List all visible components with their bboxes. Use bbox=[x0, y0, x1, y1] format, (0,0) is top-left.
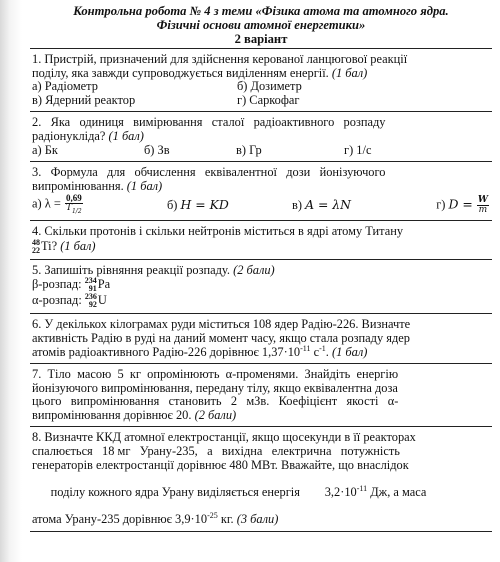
q4-text-2-wrap bbox=[32, 239, 490, 255]
q4-nuclide-charge: 22 bbox=[32, 245, 40, 255]
question-1 bbox=[30, 48, 492, 111]
q7-text-3: цього випромінювання становить 2 мЗв. Коефіцієнт якості α- bbox=[32, 394, 399, 409]
q3-option-a-prefix: а) λ = bbox=[32, 197, 61, 212]
q3-option-a[interactable] bbox=[32, 194, 167, 216]
q6-exp-2: -1 bbox=[319, 343, 326, 353]
q6-text-3c: . bbox=[325, 344, 329, 359]
q8-text-3: генераторів електростанції дорівнює 480 МВт. Вважайте, що внаслідок bbox=[32, 457, 409, 472]
q5-alpha-line bbox=[32, 293, 490, 309]
q2-points: (1 бал) bbox=[108, 128, 144, 143]
q7-text-4-wrap bbox=[32, 409, 490, 423]
q6-exp-1: -11 bbox=[300, 343, 311, 353]
title-line-2: Фізичні основи атомної енергетики» bbox=[156, 18, 366, 32]
q2-option-c[interactable]: в) Гр bbox=[236, 142, 262, 157]
question-8 bbox=[30, 426, 492, 531]
variant-label: 2 варіант bbox=[234, 32, 288, 46]
q3-option-d-lhs: D = bbox=[448, 196, 473, 212]
question-3 bbox=[30, 161, 492, 220]
q2-text-2-wrap bbox=[32, 130, 490, 144]
q1-text-2: поділу, яка завжди супроводжується виділенням енергії. bbox=[32, 65, 329, 80]
q6-points: (1 бал) bbox=[331, 344, 368, 359]
q8-text-4a: поділу кожного ядра Урану виділяється енергія 3,2·10 bbox=[50, 484, 357, 499]
q4-text-1: 4. Скільки протонів і скільки нейтронів міститься в ядрі атому Титану bbox=[32, 224, 404, 239]
q5-beta-label: β-розпад: bbox=[32, 277, 82, 292]
q1-option-d[interactable]: г) Саркофаг bbox=[237, 92, 300, 107]
page-title bbox=[30, 4, 492, 32]
q3-options bbox=[32, 194, 490, 216]
q7-text-4: випромінювання дорівнює 20. bbox=[32, 407, 192, 422]
q5-text-1: 5. Запишіть рівняння реакції розпаду. bbox=[32, 262, 230, 277]
q1-text-1: 1. Пристрій, призначений для здійснення керованої ланцюгової реакції bbox=[32, 52, 408, 66]
q2-text-2: радіонукліда? bbox=[32, 128, 106, 143]
question-5 bbox=[30, 259, 492, 314]
q8-text-4b: Дж, а маса bbox=[367, 484, 427, 499]
q8-text-5a: атома Урану-235 дорівнює 3,9·10 bbox=[32, 512, 208, 527]
q6-text-1: 6. У декількох кілограмах руди міститься 108 ядер Радію-226. Визначте bbox=[32, 317, 411, 332]
q1-text-2-wrap bbox=[32, 67, 490, 81]
q3-option-c-prefix: в) bbox=[292, 197, 302, 212]
q1-option-a[interactable]: а) Радіометр bbox=[32, 79, 98, 94]
q5-alpha-mass: 236 bbox=[84, 292, 97, 302]
q5-text-1-wrap bbox=[32, 264, 490, 278]
q6-text-2: активність Радію в руді на даний момент часу, якщо стала розпаду ядер bbox=[32, 330, 410, 345]
q2-option-a[interactable]: а) Бк bbox=[32, 142, 58, 157]
q3-text-2: випромінювання. bbox=[32, 178, 124, 193]
q3-option-d-denominator: m bbox=[478, 204, 488, 215]
q8-text-4-wrap bbox=[32, 472, 490, 513]
q2-option-b[interactable]: б) Зв bbox=[144, 142, 170, 157]
q3-option-c-formula: A = λN bbox=[305, 196, 351, 212]
q3-points: (1 бал) bbox=[126, 178, 163, 193]
q5-alpha-indices bbox=[85, 293, 97, 309]
q7-text-2: йонізуючого випромінювання, передану тілу, якщо еквівалентна доза bbox=[32, 380, 398, 395]
q8-text-2: спалюється 18 мг Урану-235, а вихідна електрична потужність bbox=[32, 444, 400, 459]
q3-option-b-formula: H = KD bbox=[180, 196, 229, 212]
q4-nuclide-mass: 48 bbox=[32, 237, 40, 247]
q5-beta-charge: 91 bbox=[88, 284, 97, 294]
q4-nuclide-symbol: Ti? bbox=[41, 238, 58, 253]
q6-text-3-wrap bbox=[32, 343, 490, 360]
q3-option-a-den-sub: 1/2 bbox=[71, 208, 82, 216]
q8-exp-1: -11 bbox=[356, 483, 368, 493]
question-4 bbox=[30, 220, 492, 259]
q6-text-3: атомів радіоактивного Радію-226 дорівнює 1,37·10 bbox=[32, 344, 301, 359]
question-6 bbox=[30, 313, 492, 363]
q2-option-d[interactable]: г) 1/с bbox=[344, 142, 372, 157]
q3-option-d-numerator: W bbox=[477, 194, 488, 205]
q8-text-5b: кг. bbox=[217, 512, 234, 527]
q3-option-a-denominator bbox=[65, 204, 83, 216]
q1-options bbox=[32, 80, 490, 107]
q5-beta-symbol: Pa bbox=[97, 277, 111, 292]
q8-text-5-wrap bbox=[32, 510, 490, 527]
q5-beta-mass: 234 bbox=[84, 276, 97, 286]
q5-points: (2 бали) bbox=[233, 262, 275, 277]
q3-option-a-fraction bbox=[65, 194, 83, 216]
q5-alpha-label: α-розпад: bbox=[32, 293, 82, 308]
q2-text-1: 2. Яка одиниця вимірювання сталої радіоактивного розпаду bbox=[32, 115, 386, 130]
q2-options bbox=[32, 144, 490, 158]
q3-option-d-prefix: г) bbox=[436, 197, 446, 212]
q3-text-2-wrap bbox=[32, 180, 490, 194]
q5-beta-line bbox=[32, 277, 490, 293]
q1-option-c[interactable]: в) Ядерний реактор bbox=[32, 92, 136, 107]
question-7 bbox=[30, 363, 492, 426]
q3-text-1: 3. Формула для обчислення еквівалентної дози йонізуючого bbox=[32, 165, 386, 180]
q5-alpha-symbol: U bbox=[97, 293, 107, 308]
q3-option-a-den-symbol: T bbox=[65, 203, 72, 214]
q7-text-1: 7. Тіло масою 5 кг опромінюють α-променями. Знайдіть енергію bbox=[32, 367, 399, 382]
question-2 bbox=[30, 111, 492, 161]
q6-text-3b: с bbox=[310, 344, 320, 359]
q8-exp-2: -25 bbox=[207, 510, 218, 520]
q3-option-b-prefix: б) bbox=[167, 197, 178, 212]
worksheet-content bbox=[30, 4, 492, 532]
q1-option-b[interactable]: б) Дозиметр bbox=[237, 79, 302, 94]
q4-points: (1 бал) bbox=[60, 238, 96, 253]
title-line-1: Контрольна робота № 4 з теми «Фізика атома та атомного ядра. bbox=[73, 4, 449, 18]
q7-points: (2 бали) bbox=[194, 407, 237, 422]
q5-beta-indices bbox=[85, 277, 97, 293]
q3-option-b[interactable] bbox=[167, 198, 292, 213]
q5-alpha-charge: 92 bbox=[88, 300, 97, 310]
q3-option-d[interactable] bbox=[412, 196, 490, 215]
q4-nuclide-indices bbox=[32, 239, 40, 255]
q3-option-c[interactable] bbox=[292, 198, 412, 213]
q1-points: (1 бал) bbox=[331, 65, 368, 80]
q3-option-d-fraction bbox=[477, 196, 489, 215]
q8-points: (3 бали) bbox=[236, 512, 279, 527]
q3-option-a-numerator: 0,69 bbox=[65, 193, 82, 204]
q8-text-1: 8. Визначте ККД атомної електростанції, якщо щосекунди в її реакторах bbox=[32, 430, 416, 445]
